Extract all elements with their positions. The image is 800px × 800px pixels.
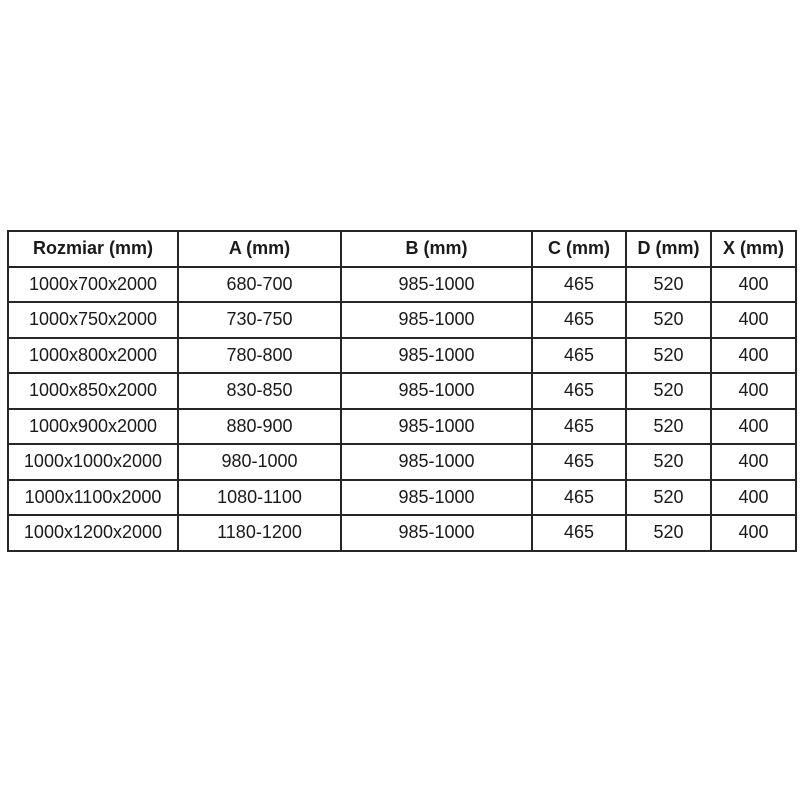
table-cell: 780-800 xyxy=(178,338,341,374)
table-cell: 985-1000 xyxy=(341,302,532,338)
table-cell: 1000x1000x2000 xyxy=(8,444,178,480)
column-header-d: D (mm) xyxy=(626,231,711,267)
table-cell: 400 xyxy=(711,515,796,551)
table-row xyxy=(8,444,796,480)
table-cell: 465 xyxy=(532,409,626,445)
table-cell: 985-1000 xyxy=(341,444,532,480)
table-cell: 1080-1100 xyxy=(178,480,341,516)
table-cell: 985-1000 xyxy=(341,409,532,445)
table-cell: 465 xyxy=(532,267,626,303)
table-cell: 1000x800x2000 xyxy=(8,338,178,374)
table-cell: 980-1000 xyxy=(178,444,341,480)
table-cell: 985-1000 xyxy=(341,373,532,409)
table-cell: 520 xyxy=(626,444,711,480)
column-header-x: X (mm) xyxy=(711,231,796,267)
table-cell: 520 xyxy=(626,409,711,445)
column-header-rozmiar: Rozmiar (mm) xyxy=(8,231,178,267)
table-cell: 1180-1200 xyxy=(178,515,341,551)
header-row xyxy=(8,231,796,267)
table-row xyxy=(8,409,796,445)
table-row xyxy=(8,480,796,516)
table-cell: 1000x1200x2000 xyxy=(8,515,178,551)
table-cell: 465 xyxy=(532,515,626,551)
table-row xyxy=(8,515,796,551)
table-cell: 985-1000 xyxy=(341,480,532,516)
table-cell: 1000x700x2000 xyxy=(8,267,178,303)
table-cell: 1000x1100x2000 xyxy=(8,480,178,516)
table-cell: 520 xyxy=(626,480,711,516)
table-cell: 1000x900x2000 xyxy=(8,409,178,445)
table-cell: 520 xyxy=(626,267,711,303)
table-cell: 400 xyxy=(711,480,796,516)
table-row xyxy=(8,373,796,409)
table-cell: 400 xyxy=(711,373,796,409)
table-cell: 730-750 xyxy=(178,302,341,338)
table-cell: 465 xyxy=(532,480,626,516)
table-cell: 520 xyxy=(626,515,711,551)
table-cell: 465 xyxy=(532,338,626,374)
table-cell: 985-1000 xyxy=(341,267,532,303)
table-cell: 830-850 xyxy=(178,373,341,409)
table-cell: 520 xyxy=(626,373,711,409)
table-row xyxy=(8,338,796,374)
table-body xyxy=(8,267,796,551)
table-row xyxy=(8,302,796,338)
dimensions-table xyxy=(7,230,797,552)
table-cell: 985-1000 xyxy=(341,515,532,551)
table-cell: 880-900 xyxy=(178,409,341,445)
table-cell: 465 xyxy=(532,373,626,409)
table-row xyxy=(8,267,796,303)
table-cell: 680-700 xyxy=(178,267,341,303)
table-cell: 400 xyxy=(711,338,796,374)
table-cell: 400 xyxy=(711,444,796,480)
column-header-b: B (mm) xyxy=(341,231,532,267)
table-cell: 400 xyxy=(711,409,796,445)
column-header-a: A (mm) xyxy=(178,231,341,267)
table-cell: 465 xyxy=(532,444,626,480)
table-cell: 400 xyxy=(711,267,796,303)
table-cell: 1000x750x2000 xyxy=(8,302,178,338)
column-header-c: C (mm) xyxy=(532,231,626,267)
table-cell: 400 xyxy=(711,302,796,338)
table-cell: 465 xyxy=(532,302,626,338)
table-cell: 520 xyxy=(626,302,711,338)
table-cell: 985-1000 xyxy=(341,338,532,374)
table-cell: 1000x850x2000 xyxy=(8,373,178,409)
table-cell: 520 xyxy=(626,338,711,374)
